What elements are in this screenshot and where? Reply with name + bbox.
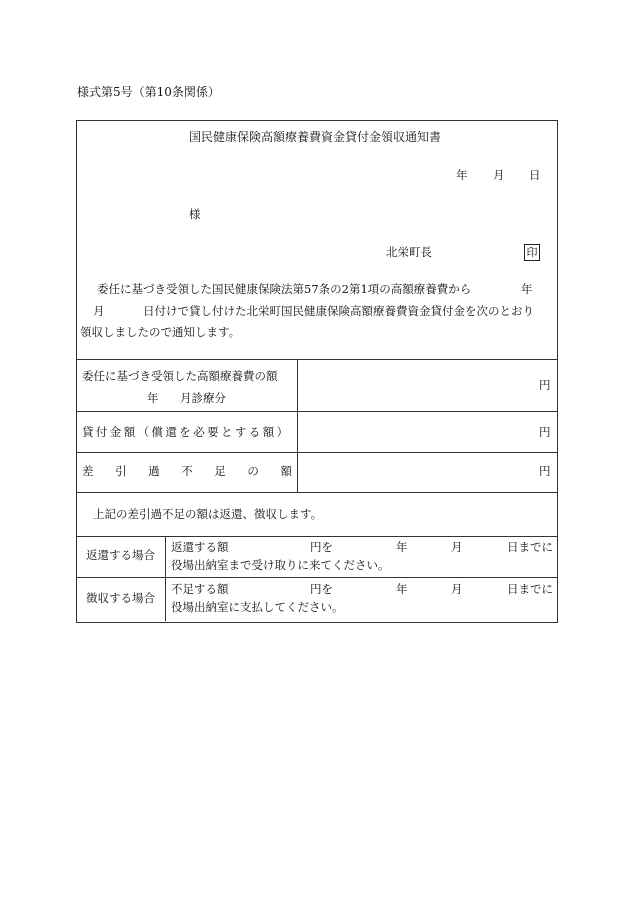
difference-char: 過 (148, 464, 160, 478)
date-year: 年 (456, 168, 468, 182)
issuer-name: 北栄町長 (386, 245, 432, 259)
case-collect-month: 月 (451, 582, 463, 596)
difference-char: 差 (82, 464, 94, 478)
form-number: 様式第5号（第10条関係） (77, 85, 220, 99)
row-loan-amount-unit: 円 (539, 425, 551, 439)
divider-header (76, 359, 557, 360)
case-refund-amount: 返還する額 (171, 540, 229, 554)
addressee-suffix: 様 (189, 207, 201, 221)
case-refund-month: 月 (451, 540, 463, 554)
case-collect-year: 年 (396, 582, 408, 596)
seal-mark: 印 (524, 244, 540, 261)
date-month: 月 (493, 168, 505, 182)
difference-char: の (247, 464, 259, 478)
difference-char: 額 (280, 464, 292, 478)
row-received-amount-unit: 円 (539, 378, 551, 392)
case-refund-instruction: 役場出納室まで受け取りに来てください。 (171, 558, 390, 572)
divider-row2 (76, 452, 557, 453)
case-refund-year: 年 (396, 540, 408, 554)
body-line-2-month: 月 (93, 304, 105, 318)
divider-row3 (76, 492, 557, 493)
divider-note (76, 536, 557, 537)
divider-row1 (76, 411, 557, 412)
case-collect-yen: 円を (310, 582, 333, 596)
difference-char: 引 (115, 464, 127, 478)
case-collect-amount: 不足する額 (171, 582, 229, 596)
case-collect-instruction: 役場出納室に支払してください。 (171, 600, 344, 614)
case-collect-deadline: 日までに (507, 582, 553, 596)
row-received-amount-label: 委任に基づき受領した高額療養費の額 (82, 369, 278, 383)
body-line-1-year: 年 (521, 282, 533, 296)
divider-case1 (76, 577, 557, 578)
row-received-amount-year: 年 (147, 391, 159, 405)
case-refund-yen: 円を (310, 540, 333, 554)
row-difference-unit: 円 (539, 464, 551, 478)
body-line-2: 日付けで貸し付けた北栄町国民健康保険高額療養費資金貸付金を次のとおり (143, 304, 534, 318)
difference-char: 足 (214, 464, 226, 478)
document-title: 国民健康保険高額療養費資金貸付金領収通知書 (189, 130, 442, 144)
case-collect-label: 徴収する場合 (86, 591, 155, 605)
row-difference-label (82, 466, 292, 478)
difference-char: 不 (181, 464, 193, 478)
row-received-amount-month: 月診療分 (180, 391, 226, 405)
note-text: 上記の差引過不足の額は返還、徴収します。 (93, 507, 323, 521)
case-refund-deadline: 日までに (507, 540, 553, 554)
column-divider-cases (165, 536, 166, 621)
date-day: 日 (529, 168, 541, 182)
body-line-1: 委任に基づき受領した国民健康保険法第57条の2第1項の高額療養費から (97, 282, 472, 296)
row-loan-amount-label: 貸付金額（償還を必要とする額） (82, 425, 291, 439)
case-refund-label: 返還する場合 (86, 548, 155, 562)
column-divider-amounts (297, 359, 298, 493)
body-line-3: 領収しましたので通知します。 (80, 325, 241, 339)
